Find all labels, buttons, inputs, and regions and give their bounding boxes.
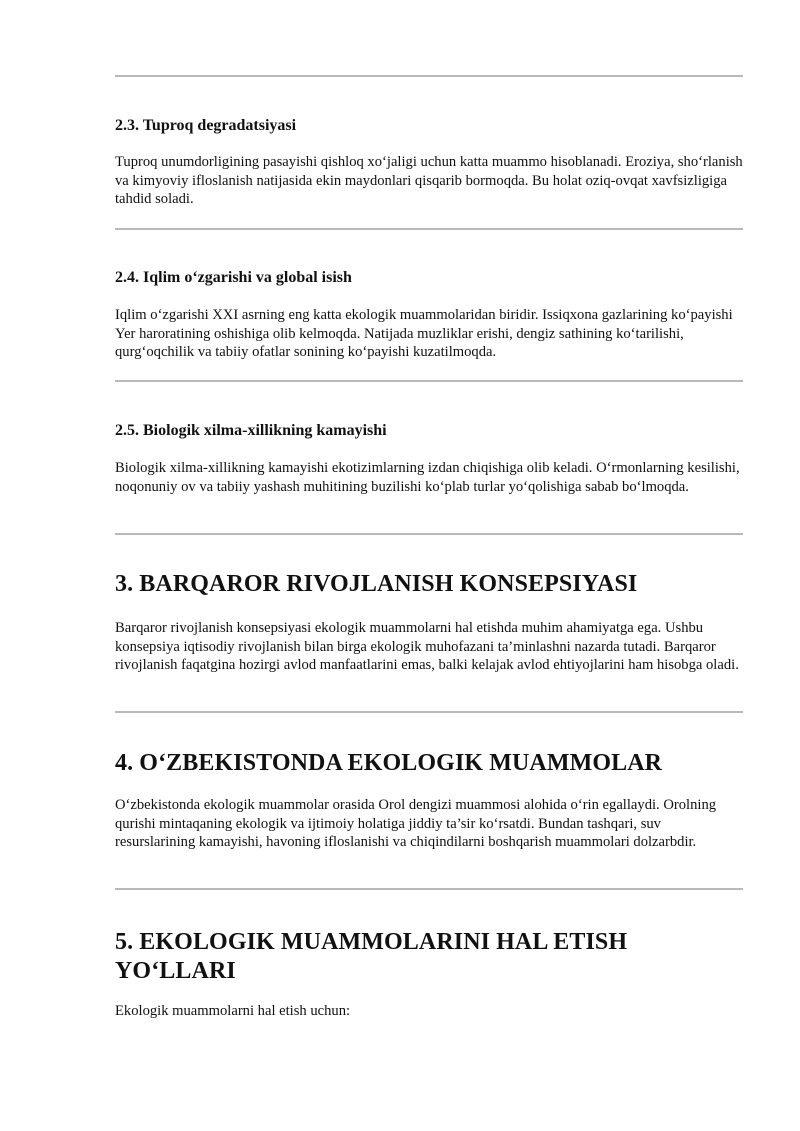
section-divider (115, 228, 743, 230)
paragraph: Biologik xilma-xillikning kamayishi ekotizimlarning izdan chiqishiga olib keladi. O‘rmonlarning kesilishi, noqonuniy ov va tabiiy yashash muhitining buzilishi ko‘plab turlar yo‘qolishiga sabab bo‘lmoqda. (115, 460, 740, 495)
section-3-body (115, 619, 743, 675)
section-heading: 4. O‘ZBEKISTONDA EKOLOGIK MUAMMOLAR (115, 750, 663, 776)
section-divider (115, 888, 743, 890)
section-4-body (115, 796, 743, 852)
subsection-2-5-body (115, 459, 743, 496)
subsection-2-4 (115, 268, 743, 288)
subsection-2-5 (115, 421, 743, 441)
section-divider (115, 711, 743, 713)
paragraph: Ekologik muammolarni hal etish uchun: (115, 1003, 351, 1019)
paragraph: Barqaror rivojlanish konsepsiyasi ekologik muammolarni hal etishda muhim ahamiyatga ega. Ushbu konsepsiya iqtisodiy rivojlanish bilan birga ekologik muhofazani ta’minlashni nazarda tutadi. Barqaror rivojlanish faqatgina hozirgi avlod manfaatlarini emas, balki kelajak avlod ehtiyojlarini ham hisobga oladi. (115, 620, 739, 674)
subsection-heading: 2.3. Tuproq degradatsiyasi (115, 117, 297, 134)
section-4 (115, 749, 743, 778)
subsection-heading: 2.5. Biologik xilma-xillikning kamayishi (115, 422, 387, 439)
section-3 (115, 570, 743, 599)
section-heading: 5. EKOLOGIK MUAMMOLARINI HAL ETISH YO‘LLARI (115, 929, 628, 984)
subsection-2-3-body (115, 153, 743, 209)
paragraph: Iqlim o‘zgarishi XXI asrning eng katta ekologik muammolaridan biridir. Issiqxona gazlarining ko‘payishi Yer haroratining oshishiga olib kelmoqda. Natijada muzliklar erishi, dengiz sathining ko‘tarilishi, qurg‘oqchilik va tabiiy ofatlar sonining ko‘payishi kuzatilmoqda. (115, 307, 733, 361)
section-5-body (115, 1002, 743, 1021)
subsection-2-3 (115, 116, 743, 136)
section-divider (115, 533, 743, 535)
section-heading: 3. BARQAROR RIVOJLANISH KONSEPSIYASI (115, 571, 638, 597)
paragraph: Tuproq unumdorligining pasayishi qishloq xo‘jaligi uchun katta muammo hisoblanadi. Eroziya, sho‘rlanish va kimyoviy ifloslanish natijasida ekin maydonlari qisqarib bormoqda. Bu holat oziq-ovqat xavfsizligiga tahdid soladi. (115, 154, 743, 208)
section-5 (115, 928, 675, 986)
section-divider (115, 380, 743, 382)
section-divider (115, 75, 743, 77)
paragraph: O‘zbekistonda ekologik muammolar orasida Orol dengizi muammosi alohida o‘rin egallaydi. Orolning qurishi mintaqaning ekologik va ijtimoiy holatiga jiddiy ta’sir ko‘rsatdi. Bundan tashqari, suv resurslarining kamayishi, havoning ifloslanishi va chiqindilarni boshqarish muammolari dolzarbdir. (115, 797, 717, 851)
subsection-2-4-body (115, 306, 743, 362)
subsection-heading: 2.4. Iqlim o‘zgarishi va global isish (115, 269, 352, 286)
